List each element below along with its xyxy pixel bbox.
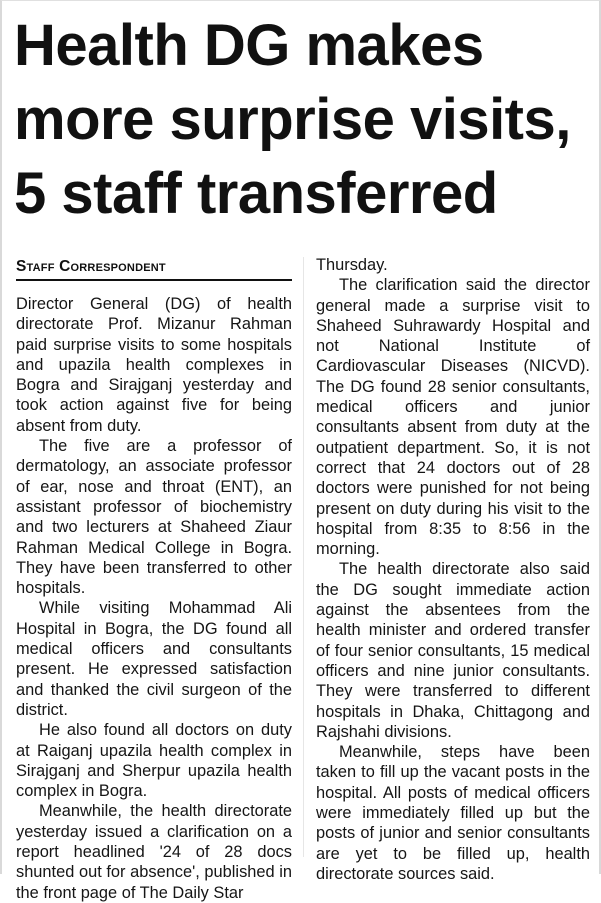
right-column [316,255,590,884]
column-divider [303,257,304,857]
paragraph: The clarification said the director general made a surprise visit to Shaheed Suhrawardy Hospital and not National Institute of Cardiovascular Diseases (NICVD). The DG found 28 senior consultants, medical officers and junior consultants absent from duty at the outpatient department. So, it is not correct that 24 doctors out of 28 doctors were punished for not being present on duty during his visit to the hospital from 8:35 to 8:56 in the morning. [316,276,590,559]
paragraph: Meanwhile, steps have been taken to fill up the vacant posts in the hospital. All posts of medical officers were immediately filled up but the posts of junior and senior consultants are yet to be filled up, health directorate sources said. [316,743,590,883]
paragraph: Director General (DG) of health directorate Prof. Mizanur Rahman paid surprise visits to some hospitals and upazila health complexes in Bogra and Sirajganj yesterday and took action against five for being absent from duty. [16,295,292,435]
paragraph: Meanwhile, the health directorate yesterday issued a clarification on a report headlined '24 of 28 docs shunted out for absence', published in the front page of The Daily Star [16,802,292,902]
paragraph: The health directorate also said the DG sought immediate action against the absentees from the health minister and ordered transfer of four senior consultants, 15 medical officers and nine junior consultants. They were transferred to different hospitals in Dhaka, Chittagong and Rajshahi divisions. [316,560,590,741]
headline: Health DG makes more surprise visits, 5 staff transferred [14,13,571,226]
paragraph: While visiting Mohammad Ali Hospital in Bogra, the DG found all medical officers and consultants present. He expressed satisfaction and thanked the civil surgeon of the district. [16,599,292,719]
paragraph: The five are a professor of dermatology, an associate professor of ear, nose and throat (ENT), an assistant professor of biochemistry and two lecturers at Shaheed Ziaur Rahman Medical College in Bogra. They have been transferred to other hospitals. [16,437,292,598]
paragraph: Thursday. [316,256,388,274]
byline: Staff Correspondent [16,257,292,281]
paragraph: He also found all doctors on duty at Raiganj upazila health complex in Sirajganj and Sherpur upazila health complex in Bogra. [16,721,292,801]
left-column [16,294,292,903]
